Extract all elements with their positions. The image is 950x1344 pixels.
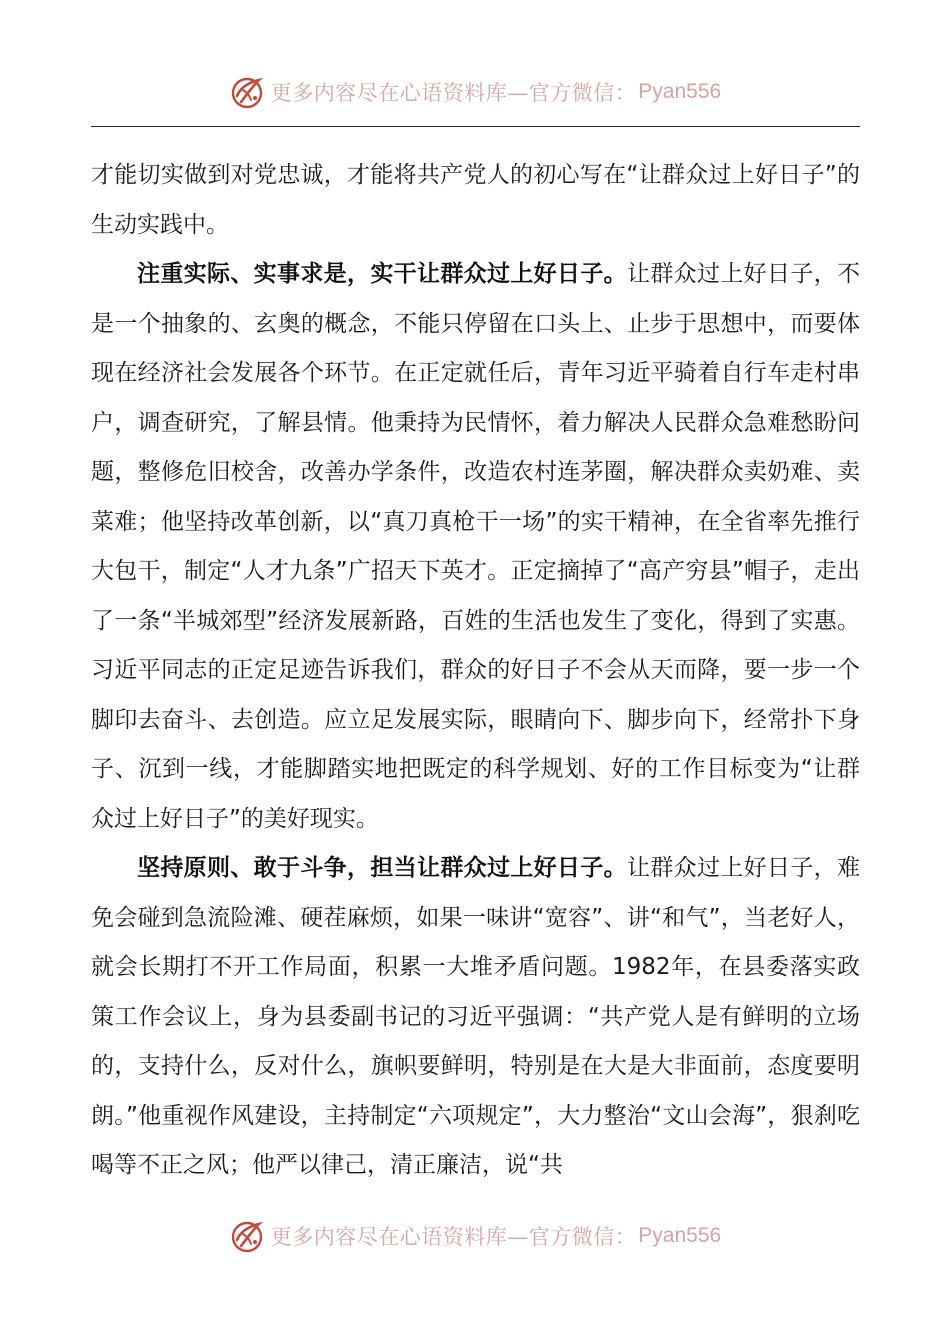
document-body xyxy=(91,151,860,1191)
watermark-wechat-id: Pyan556 xyxy=(638,80,722,103)
watermark-text: 更多内容尽在心语资料库—官方微信： xyxy=(270,81,637,105)
watermark-wechat-id: Pyan556 xyxy=(638,1224,722,1247)
paragraph-2 xyxy=(91,250,860,844)
paragraph-3-text: 让群众过上好日子，难免会碰到急流险滩、硬茬麻烦，如果一味讲“宽容”、讲“和气”，当老好人，就会长期打不开工作局面，积累一大堆矛盾问题。1982年，在县委落实政策工作会议上，身为县委副书记的习近平强调：“共产党人是有鲜明的立场的，支持什么，反对什么，旗帜要鲜明，特别是在大是大非面前，态度要明朗。”他重视作风建设，主持制定“六项规定”，大力整治“文山会海”，狠刹吃喝等不正之风；他严以律己，清正廉洁，说“共 xyxy=(91,855,861,1178)
header-divider xyxy=(91,126,860,127)
paragraph-2-heading: 注重实际、实事求是，实干让群众过上好日子。 xyxy=(137,261,627,287)
watermark-logo-icon xyxy=(229,1218,265,1254)
paragraph-1-text: 才能切实做到对党忠诚，才能将共产党人的初心写在“让群众过上好日子”的生动实践中。 xyxy=(91,162,860,238)
paragraph-1 xyxy=(91,151,860,250)
paragraph-3-heading: 坚持原则、敢于斗争，担当让群众过上好日子。 xyxy=(137,855,627,881)
paragraph-3 xyxy=(91,844,860,1191)
watermark-logo-icon xyxy=(229,74,265,110)
header-watermark xyxy=(0,70,950,114)
footer-watermark xyxy=(0,1214,950,1258)
paragraph-2-text: 让群众过上好日子，不是一个抽象的、玄奥的概念，不能只停留在口头上、止步于思想中，而要体现在经济社会发展各个环节。在正定就任后，青年习近平骑着自行车走村串户，调查研究，了解县情。他秉持为民情怀，着力解决人民群众急难愁盼问题，整修危旧校舍，改善办学条件，改造农村连茅圈，解决群众卖奶难、卖菜难；他坚持改革创新，以“真刀真枪干一场”的实干精神，在全省率先推行大包干，制定“人才九条”广招天下英才。正定摘掉了“高产穷县”帽子，走出了一条“半城郊型”经济发展新路，百姓的生活也发生了变化，得到了实惠。习近平同志的正定足迹告诉我们，群众的好日子不会从天而降，要一步一个脚印去奋斗、去创造。应立足发展实际，眼睛向下、脚步向下，经常扑下身子、沉到一线，才能脚踏实地把既定的科学规划、好的工作目标变为“让群众过上好日子”的美好现实。 xyxy=(91,261,861,832)
watermark-text: 更多内容尽在心语资料库—官方微信： xyxy=(270,1225,637,1249)
